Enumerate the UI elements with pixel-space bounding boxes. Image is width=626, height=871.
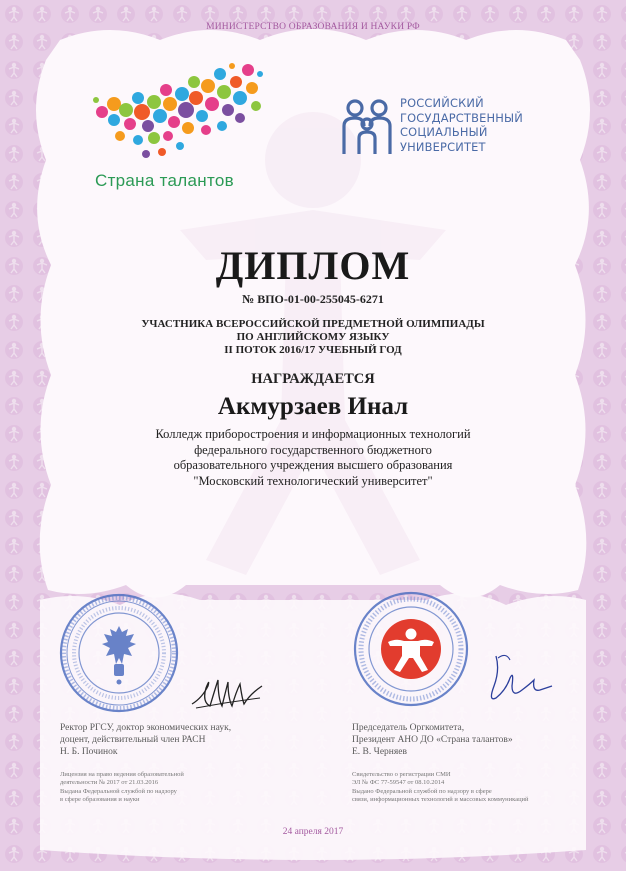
- fine-line: деятельности № 2017 от 21.03.2016: [60, 779, 159, 787]
- fine-line: в сфере образования и науки: [60, 795, 140, 803]
- talent-person-seal-icon: [352, 590, 470, 708]
- participant-line: УЧАСТНИКА ВСЕРОССИЙСКОЙ ПРЕДМЕТНОЙ ОЛИМПИАДЫ: [141, 318, 485, 330]
- organization-line: Колледж приборостроения и информационных технологий: [155, 427, 471, 441]
- university-line: РОССИЙСКИЙ: [400, 96, 484, 110]
- signer-line: Председатель Оргкомитета,: [352, 723, 465, 733]
- signer-line: Ректор РГСУ, доктор экономических наук,: [60, 723, 232, 733]
- signer-right: [352, 722, 513, 758]
- fine-line: Выдана Федеральной службой по надзору: [60, 787, 177, 795]
- fine-line: Свидетельство о регистрации СМИ: [352, 771, 451, 778]
- family-figures-icon: [338, 96, 396, 156]
- participant-line: II ПОТОК 2016/17 УЧЕБНЫЙ ГОД: [224, 344, 402, 356]
- organization-line: федерального государственного бюджетного: [194, 442, 432, 457]
- brand-name: Страна талантов: [95, 171, 234, 190]
- fine-line: Выдано Федеральной службой по надзору в сфере: [352, 787, 492, 795]
- university-line: ГОСУДАРСТВЕННЫЙ: [400, 110, 523, 125]
- license-fine-print: [60, 771, 184, 804]
- organization-line: "Московский технологический университет": [193, 473, 433, 488]
- recipient-name: Акмурзаев Инал: [217, 393, 409, 420]
- signer-line: Президент АНО ДО «Страна талантов»: [352, 735, 513, 745]
- signer-line: Н. Б. Починок: [60, 747, 118, 757]
- participant-description: [0, 318, 626, 357]
- university-line: СОЦИАЛЬНЫЙ: [400, 125, 488, 139]
- signature-right: [476, 650, 556, 710]
- organization: [0, 427, 626, 489]
- fine-line: ЭЛ № ФС 77-59547 от 08.10.2014: [352, 779, 445, 787]
- university-name: [400, 96, 523, 154]
- university-line: УНИВЕРСИТЕТ: [400, 139, 486, 154]
- participant-line: ПО АНГЛИЙСКОМУ ЯЗЫКУ: [236, 331, 390, 343]
- fine-line: Лицензия на право ведения образовательной: [60, 771, 184, 778]
- awarded-label: НАГРАЖДАЕТСЯ: [251, 371, 375, 387]
- issue-date: 24 апреля 2017: [282, 827, 344, 837]
- fine-line: связи, информационных технологий и массовых коммуникаций: [352, 795, 529, 803]
- signature-left: [188, 668, 266, 716]
- media-registration-fine-print: [352, 771, 529, 804]
- signer-left: [60, 722, 231, 758]
- diploma-number: № ВПО-01-00-255045-6271: [242, 292, 384, 306]
- diploma-title: ДИПЛОМ: [215, 243, 411, 288]
- signer-line: доцент, действительный член РАСН: [60, 735, 206, 745]
- coat-of-arms-seal-icon: [58, 592, 180, 714]
- ministry-header: МИНИСТЕРСТВО ОБРАЗОВАНИЯ И НАУКИ РФ: [206, 22, 420, 32]
- signer-line: Е. В. Черняев: [352, 747, 407, 757]
- organization-line: образовательного учреждения высшего образования: [173, 458, 453, 472]
